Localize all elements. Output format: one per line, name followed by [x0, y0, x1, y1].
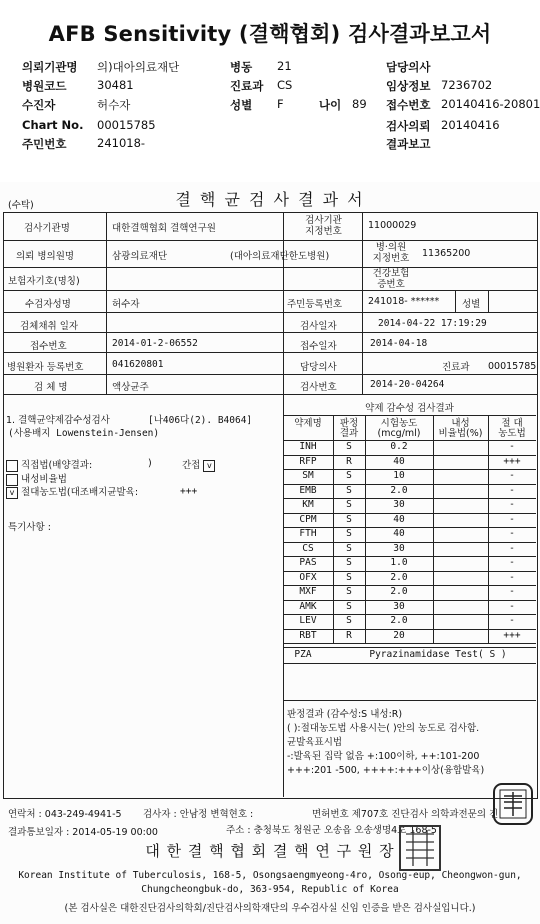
sens-row-3-col-2: 2.0 — [390, 484, 408, 496]
footer-contact: 연락처 : 043-249-4941-5 — [8, 809, 122, 820]
test-title: 1. 결핵균약제감수성검사 — [6, 415, 110, 426]
sens-row-0-col-4: - — [509, 441, 515, 452]
absolute-value: +++ — [180, 486, 198, 497]
hosp-code-label: 병원코드 — [22, 79, 67, 93]
test-method: (사용배지 Lowenstein-Jensen) — [8, 428, 160, 439]
sens-header-0: 약제명 — [294, 418, 322, 429]
report-title: AFB Sensitivity (결핵협회) 검사결과보고서 — [48, 22, 492, 46]
testdate-cell: 2014-04-22 17:19:29 — [378, 318, 487, 329]
request-label: 검사의뢰 — [386, 119, 431, 133]
rrn-value: 241018- — [97, 136, 146, 150]
footer-examiner: 검사자 : 안남정 변혁현호 : — [143, 809, 254, 820]
agency-label: 의뢰기관명 — [22, 60, 78, 74]
direct-end: ) — [148, 458, 152, 469]
dept-value: CS — [277, 78, 293, 92]
scanned-report — [0, 182, 540, 924]
recv-date-cell: 2014-04-18 — [370, 338, 428, 349]
agency-cell: 대한결핵협회 결핵연구원 — [112, 223, 216, 234]
legend-line-3: 균발육표시법 — [287, 737, 343, 748]
sens-row-2-col-2: 10 — [393, 470, 405, 481]
testdate-label-cell: 검사일자 — [300, 321, 337, 332]
report-heading: 결 핵 균 검 사 결 과 서 — [175, 190, 365, 209]
rrn-label-cell: 주민등록번호 — [287, 299, 343, 310]
footer-org-en-2: Chungcheongbuk-do, 363-954, Republic of Korea — [141, 884, 399, 895]
hosp-label-cell: 의뢰 병의원명 — [16, 251, 75, 262]
sens-row-11-col-4: - — [509, 600, 515, 612]
dept-label-cell: 진료과 — [442, 362, 470, 373]
sens-row-4-col-0: KM — [302, 499, 314, 510]
sens-row-5-col-2: 40 — [393, 513, 405, 525]
sens-row-7-col-4: - — [509, 542, 515, 554]
sens-row-12-col-0: LEV — [299, 615, 317, 626]
round-seal-icon — [492, 782, 534, 826]
sex-label: 성별 — [230, 98, 253, 112]
sens-row-1-col-4: +++ — [503, 455, 521, 467]
sens-row-11-col-2: 30 — [393, 600, 405, 612]
agency-value: 의)대아의료재단 — [97, 60, 180, 74]
sens-row-13-col-0: RBT — [299, 629, 317, 641]
sens-row-5-col-0: CPM — [299, 513, 317, 525]
clinical-value: 7236702 — [441, 78, 493, 92]
pza-result: Pyrazinamidase Test( S ) — [369, 649, 507, 660]
hosp-no-cell: 11365200 — [422, 248, 471, 259]
indirect-checkbox: v — [203, 460, 215, 472]
age-label: 나이 — [319, 98, 342, 112]
sens-row-10-col-0: MXF — [299, 586, 317, 597]
report-frame — [3, 212, 538, 799]
agency-no-cell: 11000029 — [368, 220, 417, 231]
patient-label: 수진자 — [22, 98, 56, 112]
recv-no-cell: 2014-01-2-06552 — [112, 338, 198, 349]
sens-row-12-col-2: 2.0 — [390, 615, 408, 626]
sens-row-9-col-4: - — [509, 571, 515, 583]
legend-line-5: +++:201 -500, ++++:+++이상(융합발육) — [287, 765, 485, 776]
sens-row-11-col-1: S — [346, 600, 352, 612]
footer-report-date: 결과통보일자 : 2014-05-19 00:00 — [8, 827, 158, 838]
result-report-label: 결과보고 — [386, 137, 431, 151]
absolute-label: 절대농도법(대조배지균발육: — [21, 487, 139, 498]
sens-row-0-col-2: 0.2 — [390, 441, 408, 452]
recv-no-value: 20140416-20801 — [441, 97, 540, 111]
agency-label-cell: 검사기관명 — [24, 223, 70, 234]
sens-row-1-col-1: R — [346, 455, 352, 467]
spec-label-cell: 검 체 명 — [34, 382, 68, 393]
sens-header-4: 절 대 농도법 — [498, 418, 526, 439]
sens-row-10-col-4: - — [509, 586, 515, 597]
sens-row-5-col-1: S — [346, 513, 352, 525]
request-value: 20140416 — [441, 118, 500, 132]
sens-row-1-col-2: 40 — [393, 455, 405, 467]
footer-license: 면허번호 제707호 진단검사 의학과전문의 진 — [312, 809, 499, 820]
sens-row-13-col-4: +++ — [503, 629, 521, 641]
name-label-cell: 수검자성명 — [25, 299, 71, 310]
sens-row-7-col-1: S — [346, 542, 352, 554]
sens-row-8-col-4: - — [509, 557, 515, 568]
recv-no-label: 접수번호 — [386, 98, 431, 112]
sens-row-3-col-0: EMB — [299, 484, 317, 496]
testno-label-cell: 검사번호 — [300, 382, 337, 393]
patient-value: 허수자 — [97, 98, 131, 112]
footer-cert: (본 검사실은 대한진단검사의학회/진단검사의학재단의 우수검사실 신임 인증을 받은 검사실입니다.) — [64, 903, 476, 914]
sens-row-8-col-0: PAS — [299, 557, 317, 568]
chart-no-value: 00015785 — [97, 118, 156, 132]
recv-no-label-cell: 접수번호 — [30, 341, 67, 352]
report-tag: (수탁) — [8, 200, 34, 211]
direct-label: 직접법(배양결과: — [21, 460, 93, 471]
sens-row-6-col-2: 40 — [393, 528, 405, 539]
legend-line-1: 판정결과 (감수성:S 내성:R) — [287, 709, 403, 720]
sens-header-3: 내성 비율법(%) — [438, 418, 483, 439]
sens-row-3-col-4: - — [509, 484, 515, 496]
sens-row-1-col-0: RFP — [299, 455, 317, 467]
hosp-no-label-cell: 병·의원 지정번호 — [372, 242, 410, 264]
doctor-label-cell: 담당의사 — [300, 362, 337, 373]
sens-row-5-col-4: - — [509, 513, 515, 525]
testno-cell: 2014-20-04264 — [370, 379, 445, 390]
chart-no-label: Chart No. — [22, 118, 84, 132]
age-value: 89 — [352, 97, 367, 111]
sens-row-2-col-0: SM — [302, 470, 314, 481]
sens-row-4-col-2: 30 — [393, 499, 405, 510]
chart-cell: 041620801 — [112, 359, 164, 370]
sens-row-12-col-1: S — [346, 615, 352, 626]
insurer-no-label-cell: 건강보험 증번호 — [372, 268, 410, 290]
clinical-label: 임상정보 — [386, 79, 431, 93]
sens-row-8-col-2: 1.0 — [390, 557, 408, 568]
square-seal-icon — [398, 824, 442, 872]
sens-row-9-col-1: S — [346, 571, 352, 583]
sens-row-7-col-2: 30 — [393, 542, 405, 554]
ward-label: 병동 — [230, 60, 253, 74]
sens-row-11-col-0: AMK — [299, 600, 317, 612]
sens-header-2: 시험농도 (mcg/ml) — [377, 418, 421, 439]
recv-date-label-cell: 접수일자 — [300, 341, 337, 352]
sens-row-12-col-4: - — [509, 615, 515, 626]
spec-cell: 액상균주 — [112, 382, 149, 393]
legend-line-4: -:발육된 집락 없음 +:100이하, ++:101-200 — [287, 751, 480, 762]
sens-row-2-col-4: - — [509, 470, 515, 481]
sens-row-13-col-1: R — [346, 629, 352, 641]
footer-org-en-1: Korean Institute of Tuberculosis, 168-5, Osongsaengmyeong-4ro, Osong-eup, Cheongwon-gun, — [18, 870, 522, 881]
legend-line-2: ( ):절대농도법 사용시는( )안의 농도로 검사함. — [287, 723, 480, 734]
hosp-cell: 삼광의료재단 — [112, 251, 168, 262]
direct-checkbox — [6, 460, 18, 472]
ward-value: 21 — [277, 59, 292, 73]
doctor-label: 담당의사 — [386, 60, 431, 74]
rrn-label: 주민번호 — [22, 137, 67, 151]
pza-label: PZA — [294, 649, 312, 660]
collect-label-cell: 검체채취 일자 — [20, 321, 79, 332]
rrn-cell: 241018- ****** — [368, 296, 440, 307]
absolute-checkbox: v — [6, 487, 18, 499]
sens-row-9-col-2: 2.0 — [390, 571, 408, 583]
ratio-label: 내성비율법 — [21, 474, 67, 485]
sens-row-2-col-1: S — [346, 470, 352, 481]
hosp2-cell: (대아의료재단한도병원) — [230, 251, 330, 262]
sens-row-4-col-4: - — [509, 499, 515, 510]
name-cell: 허수자 — [112, 299, 140, 310]
hosp-code-value: 30481 — [97, 78, 134, 92]
sex-label-cell: 성별 — [462, 299, 481, 310]
insurer-label-cell: 보험자기호(명칭) — [8, 276, 80, 287]
dept-label: 진료과 — [230, 79, 264, 93]
sens-row-6-col-4: - — [509, 528, 515, 539]
chart-label-cell: 병원환자 등록번호 — [7, 362, 84, 373]
sens-row-10-col-2: 2.0 — [390, 586, 408, 597]
dept-cell: 00015785 — [488, 361, 537, 372]
sens-row-7-col-0: CS — [302, 542, 314, 554]
indirect-label: 간접 — [182, 460, 201, 471]
sens-title: 약제 감수성 검사결과 — [365, 403, 454, 414]
footer-org: 대 한 결 핵 협 회 결 핵 연 구 원 장 — [145, 842, 395, 860]
sens-row-6-col-1: S — [346, 528, 352, 539]
sens-row-9-col-0: OFX — [299, 571, 317, 583]
test-code: [나406다(2). B4064] — [148, 415, 253, 426]
sens-header-1: 판정 결과 — [339, 418, 359, 439]
sens-row-6-col-0: FTH — [299, 528, 317, 539]
sens-row-3-col-1: S — [346, 484, 352, 496]
sens-row-13-col-2: 20 — [393, 629, 405, 641]
notes-label: 특기사항 : — [8, 522, 51, 533]
sens-row-10-col-1: S — [346, 586, 352, 597]
sens-row-4-col-1: S — [346, 499, 352, 510]
agency-no-label-cell: 검사기관 지정번호 — [305, 215, 342, 237]
sex-value: F — [277, 97, 284, 111]
footer-address: 주소 : 충청북도 청원군 오송읍 오송생명4로 168-5 — [226, 825, 437, 836]
sens-row-8-col-1: S — [346, 557, 352, 568]
sens-row-0-col-1: S — [346, 441, 352, 452]
sens-row-0-col-0: INH — [299, 441, 317, 452]
